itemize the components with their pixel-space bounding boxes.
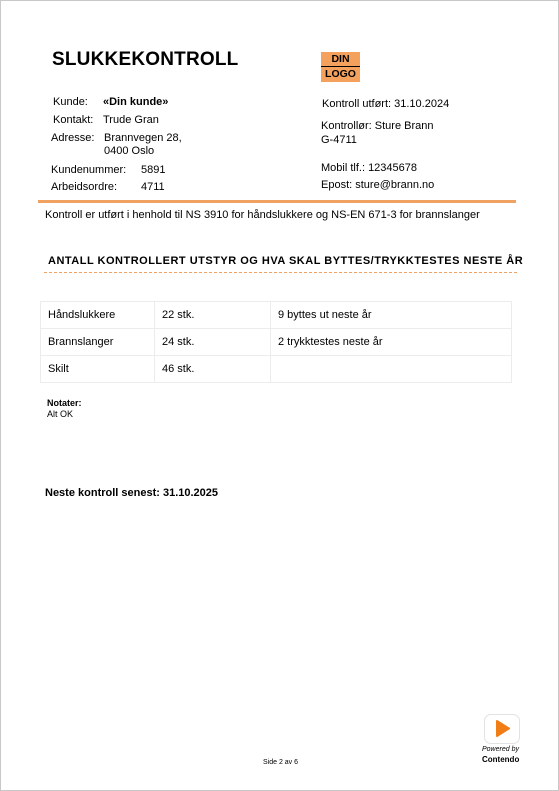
logo-divider: [321, 66, 360, 67]
equipment-name: Håndslukkere: [41, 302, 155, 329]
logo-line-1: DIN: [331, 53, 350, 65]
kunde-value: «Din kunde»: [103, 96, 169, 108]
kontrollor: Kontrollør: Sture Brann: [321, 120, 434, 132]
kundenummer-value: 5891: [141, 164, 166, 176]
section-title: ANTALL KONTROLLERT UTSTYR OG HVA SKAL BYTTES/TRYKKTESTES NESTE ÅR: [48, 255, 524, 267]
kontrollor-id: G-4711: [321, 134, 357, 146]
table-row: [41, 302, 512, 329]
equipment-count: 22 stk.: [155, 302, 271, 329]
adresse-line-1: Brannvegen 28,: [104, 132, 182, 144]
page-number: Side 2 av 6: [262, 759, 299, 766]
table-row: [41, 356, 512, 383]
equipment-table: [40, 301, 512, 383]
brand-name[interactable]: Contendo: [482, 755, 520, 764]
mobil-tlf: Mobil tlf.: 12345678: [321, 162, 418, 174]
logo-line-2: LOGO: [325, 68, 356, 80]
kontakt-label: Kontakt:: [53, 114, 94, 126]
accent-divider: [38, 200, 516, 203]
notes-label: Notater:: [47, 398, 82, 408]
equipment-name: Skilt: [41, 356, 155, 383]
equipment-count: 24 stk.: [155, 329, 271, 356]
equipment-action: 2 trykktestes neste år: [271, 329, 512, 356]
notes-value: Alt OK: [47, 409, 74, 419]
intro-text: Kontroll er utført i henhold til NS 3910 for håndslukkere og NS-EN 671-3 for brannslanger: [45, 209, 480, 221]
section-dashed-divider: [44, 272, 517, 273]
kontakt-value: Trude Gran: [103, 114, 159, 126]
powered-by: Powered by: [482, 746, 519, 753]
kundenummer-label: Kundenummer:: [51, 164, 127, 176]
arbeidsordre-label: Arbeidsordre:: [51, 181, 118, 193]
adresse-line-2: 0400 Oslo: [104, 145, 155, 157]
kontroll-utfort: Kontroll utført: 31.10.2024: [322, 98, 450, 110]
play-icon: [494, 719, 511, 738]
equipment-action: [271, 356, 512, 383]
equipment-count: 46 stk.: [155, 356, 271, 383]
kunde-label: Kunde:: [53, 96, 88, 108]
arbeidsordre-value: 4711: [141, 181, 165, 193]
brand-badge[interactable]: [484, 714, 520, 744]
company-logo: [321, 52, 360, 82]
adresse-label: Adresse:: [51, 132, 95, 144]
equipment-action: 9 byttes ut neste år: [271, 302, 512, 329]
document-title: SLUKKEKONTROLL: [52, 49, 239, 70]
equipment-name: Brannslanger: [41, 329, 155, 356]
table-row: [41, 329, 512, 356]
epost: Epost: sture@brann.no: [321, 179, 435, 191]
next-control: Neste kontroll senest: 31.10.2025: [45, 487, 219, 499]
